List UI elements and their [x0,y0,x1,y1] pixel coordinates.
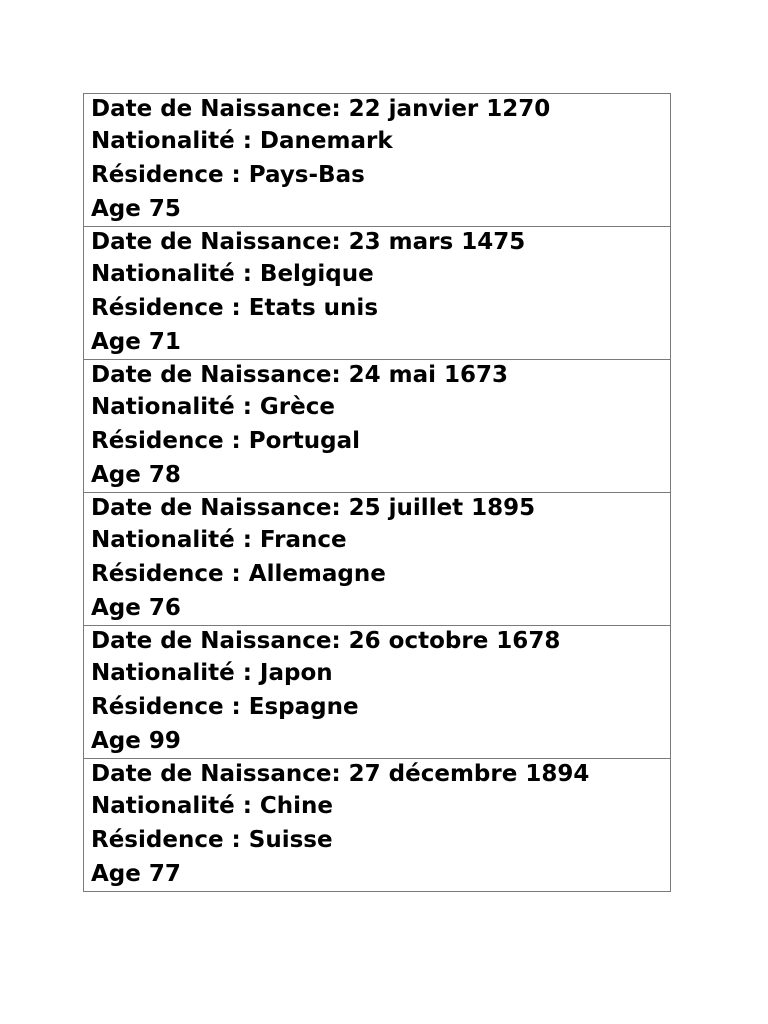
records-table [83,93,671,892]
table-row [84,360,671,493]
nationality-text: Nationalité : Japon [91,660,333,686]
record-cell [84,626,671,759]
table-row [84,626,671,759]
table-row [84,94,671,227]
residence-text: Résidence : Etats unis [91,295,379,321]
birth-date-text: Date de Naissance: 26 octobre 1678 [91,628,561,654]
birth-date-text: Date de Naissance: 22 janvier 1270 [91,96,551,122]
table-row [84,227,671,360]
nationality-text: Nationalité : Chine [91,793,334,819]
record-cell [84,227,671,360]
record-cell [84,360,671,493]
residence-text: Résidence : Portugal [91,428,361,454]
residence-text: Résidence : Pays-Bas [91,162,365,188]
residence-text: Résidence : Suisse [91,827,333,853]
residence-text: Résidence : Espagne [91,694,359,720]
birth-date-text: Date de Naissance: 27 décembre 1894 [91,761,590,787]
table-row [84,493,671,626]
age-text: Age 76 [91,595,181,621]
birth-date-text: Date de Naissance: 25 juillet 1895 [91,495,536,521]
age-text: Age 99 [91,728,181,754]
nationality-text: Nationalité : France [91,527,347,553]
birth-date-text: Date de Naissance: 24 mai 1673 [91,362,509,388]
record-cell [84,759,671,892]
nationality-text: Nationalité : Danemark [91,128,393,154]
nationality-text: Nationalité : Grèce [91,394,335,420]
age-text: Age 75 [91,196,181,222]
residence-text: Résidence : Allemagne [91,561,386,587]
nationality-text: Nationalité : Belgique [91,261,374,287]
birth-date-text: Date de Naissance: 23 mars 1475 [91,229,526,255]
age-text: Age 71 [91,329,181,355]
age-text: Age 78 [91,462,181,488]
record-cell [84,493,671,626]
table-row [84,759,671,892]
record-cell [84,94,671,227]
age-text: Age 77 [91,861,181,887]
